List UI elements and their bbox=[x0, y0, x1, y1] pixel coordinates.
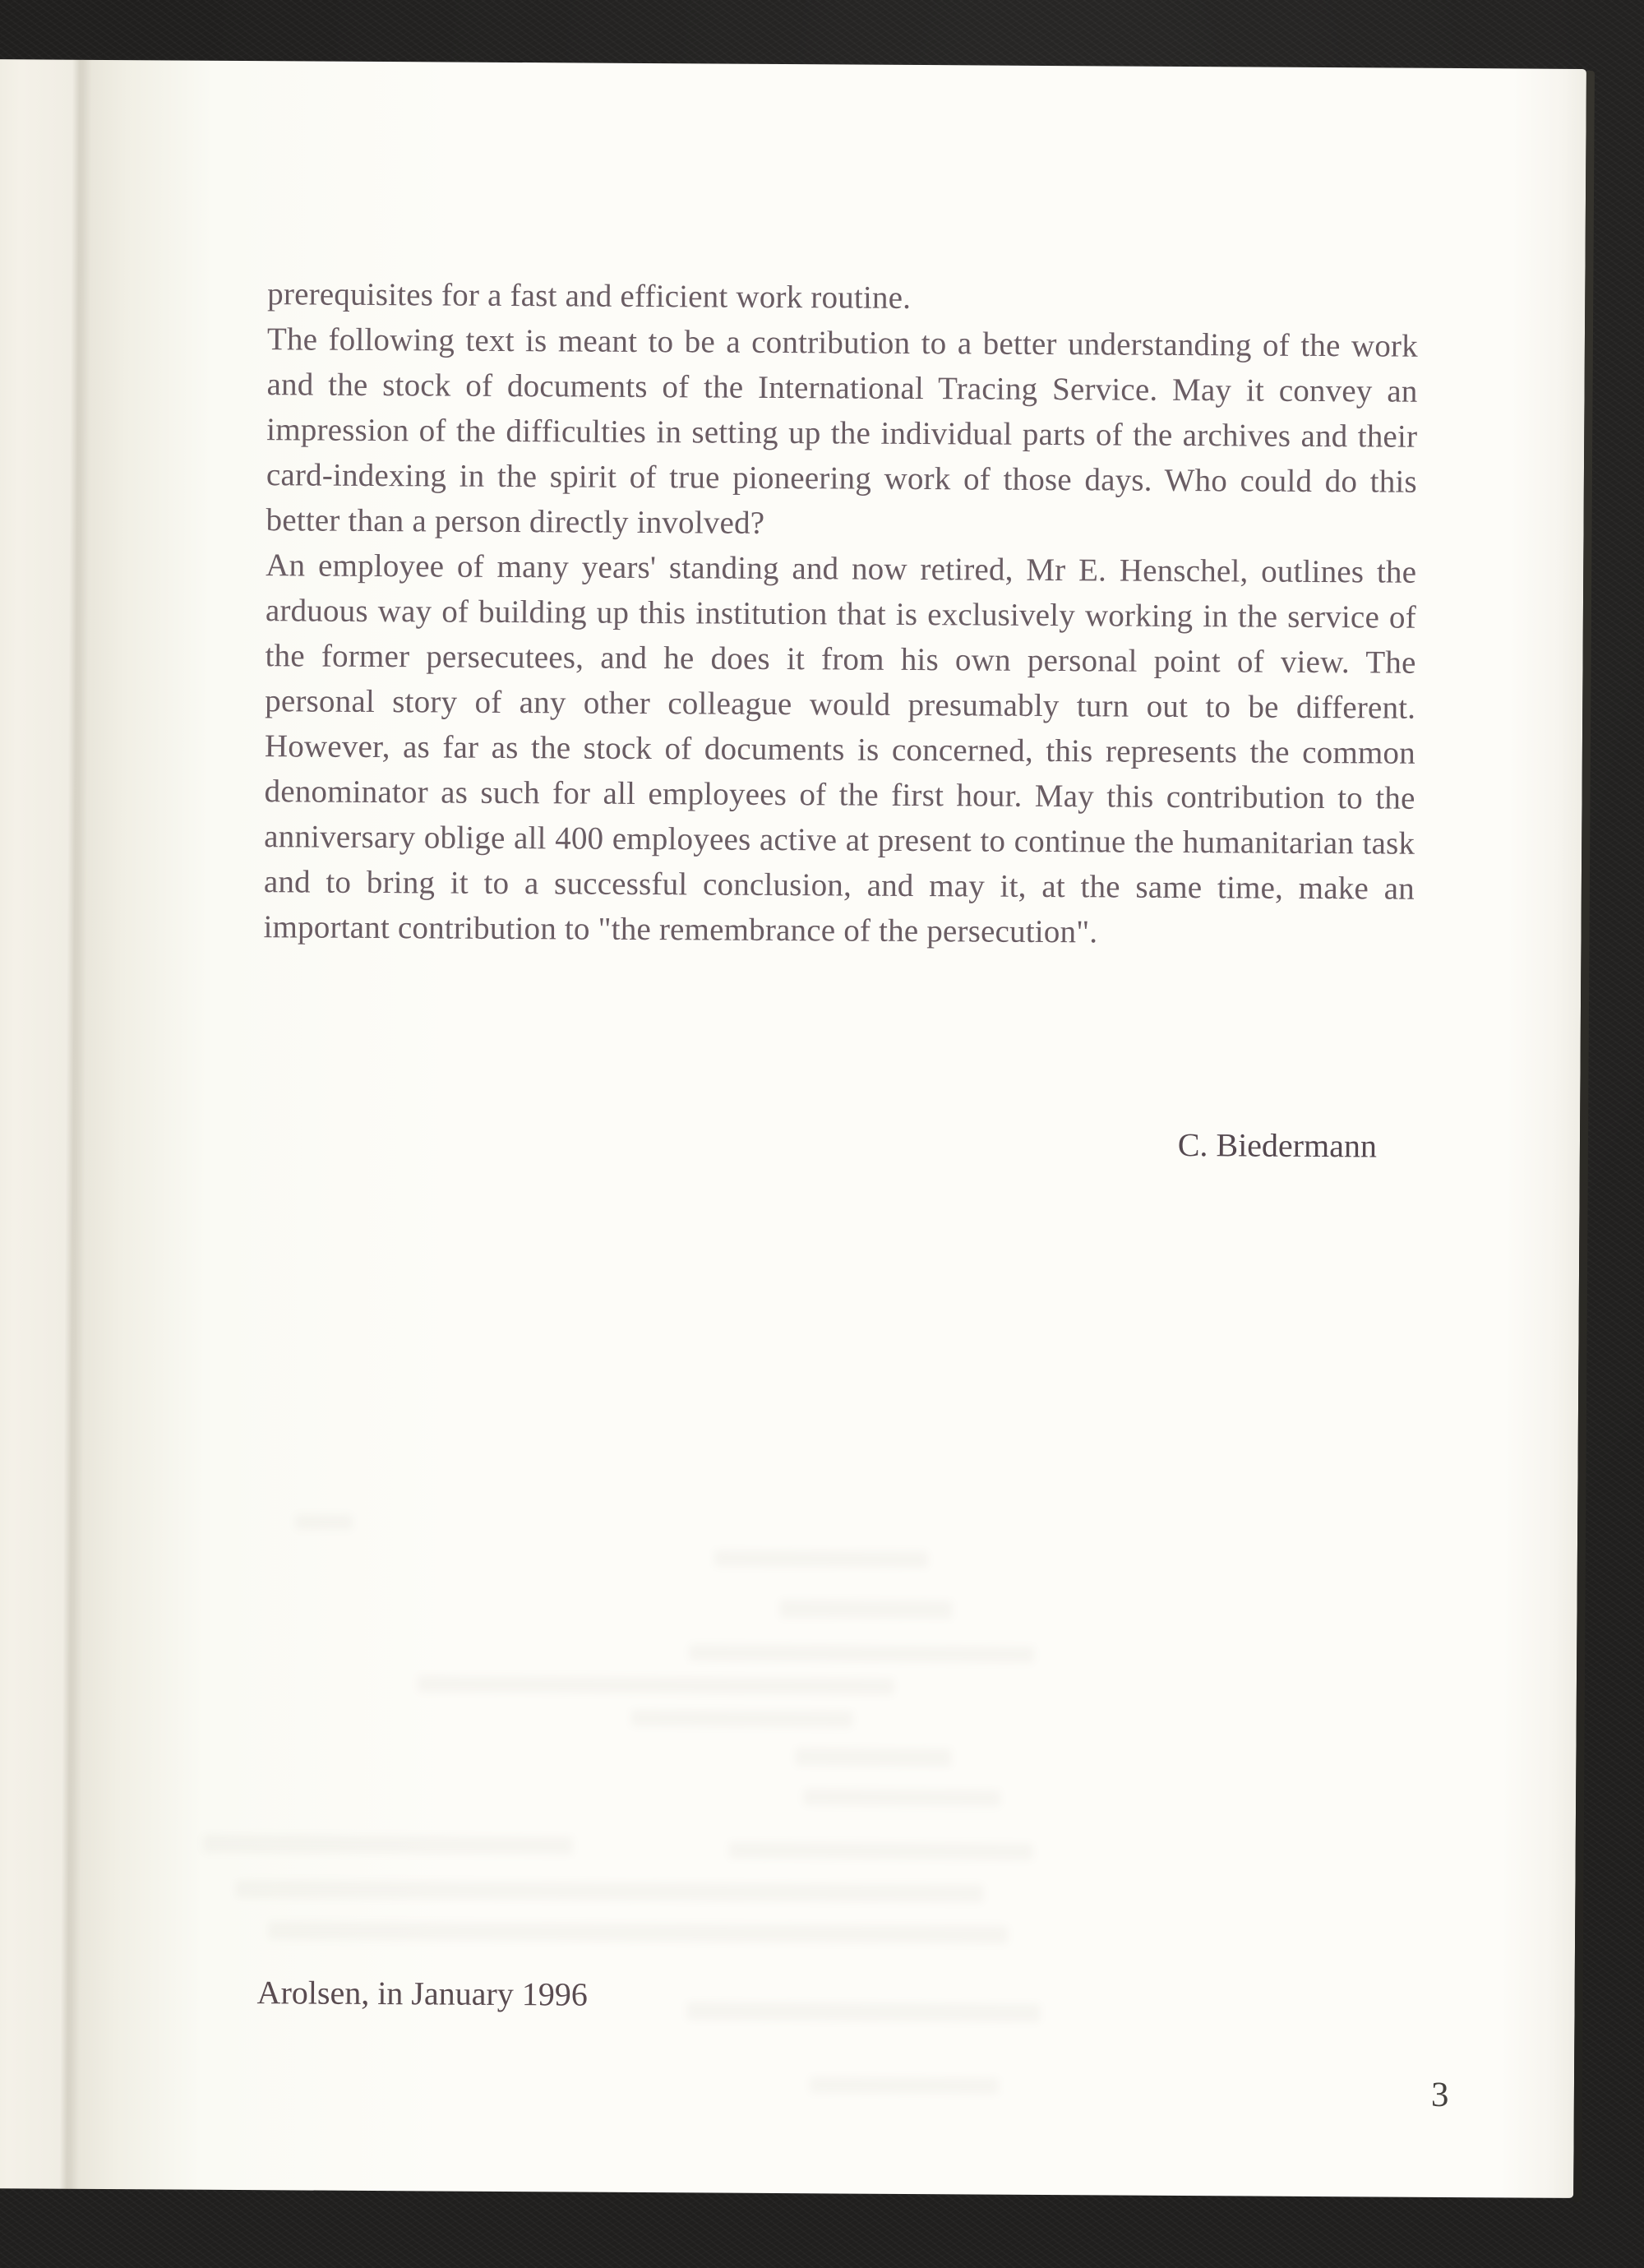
bleed-through-artifact bbox=[714, 1550, 928, 1568]
paragraph: An employee of many years' standing and now retired, Mr E. Henschel, outlines the arduous way of building up this institution that is exclusively working in the service of the former persecutees, and he does it from his own personal point of view. The personal story of any other colleague would presumably turn out to be different. However, as far as the stock of documents is concerned, this represents the common denominator as such for all employees of the first hour. May this contribution to the anniversary oblige all 400 employees active at present to continue the humanitarian task and to bring it to a successful conclusion, and may it, at the same time, make an important contribution to "the remembrance of the persecution". bbox=[263, 547, 1417, 950]
signature: C. Biedermann bbox=[1177, 1125, 1378, 1165]
bleed-through-artifact bbox=[686, 2002, 1040, 2022]
bleed-through-artifact bbox=[795, 1748, 951, 1767]
paragraph: The following text is meant to be a contribution to a better understanding of the work and the stock of documents of the International Tracing Service. May it convey an impression of the difficulties in setting up the individual parts of the archives and their card-indexing in the spirit of true pioneering work of those days. Who could do this better than a person directly involved? bbox=[266, 321, 1419, 541]
bleed-through-artifact bbox=[631, 1710, 853, 1728]
bleed-through-artifact bbox=[689, 1644, 1034, 1663]
paragraph-continuation: prerequisites for a fast and efficient work routine. bbox=[267, 276, 912, 316]
dateline: Arolsen, in January 1996 bbox=[256, 1974, 588, 2013]
bleed-through-artifact bbox=[268, 1921, 1008, 1943]
page-number: 3 bbox=[1430, 2075, 1449, 2114]
bleed-through-artifact bbox=[729, 1842, 1033, 1860]
bleed-through-artifact bbox=[295, 1514, 353, 1529]
body-text bbox=[263, 271, 1418, 957]
bleed-through-artifact bbox=[418, 1675, 894, 1695]
bleed-through-artifact bbox=[803, 1789, 1000, 1806]
bleed-through-artifact bbox=[810, 2076, 999, 2094]
bleed-through-artifact bbox=[203, 1835, 573, 1855]
bleed-through-artifact bbox=[779, 1600, 952, 1619]
book-page bbox=[0, 59, 1586, 2198]
bleed-through-artifact bbox=[235, 1880, 983, 1903]
